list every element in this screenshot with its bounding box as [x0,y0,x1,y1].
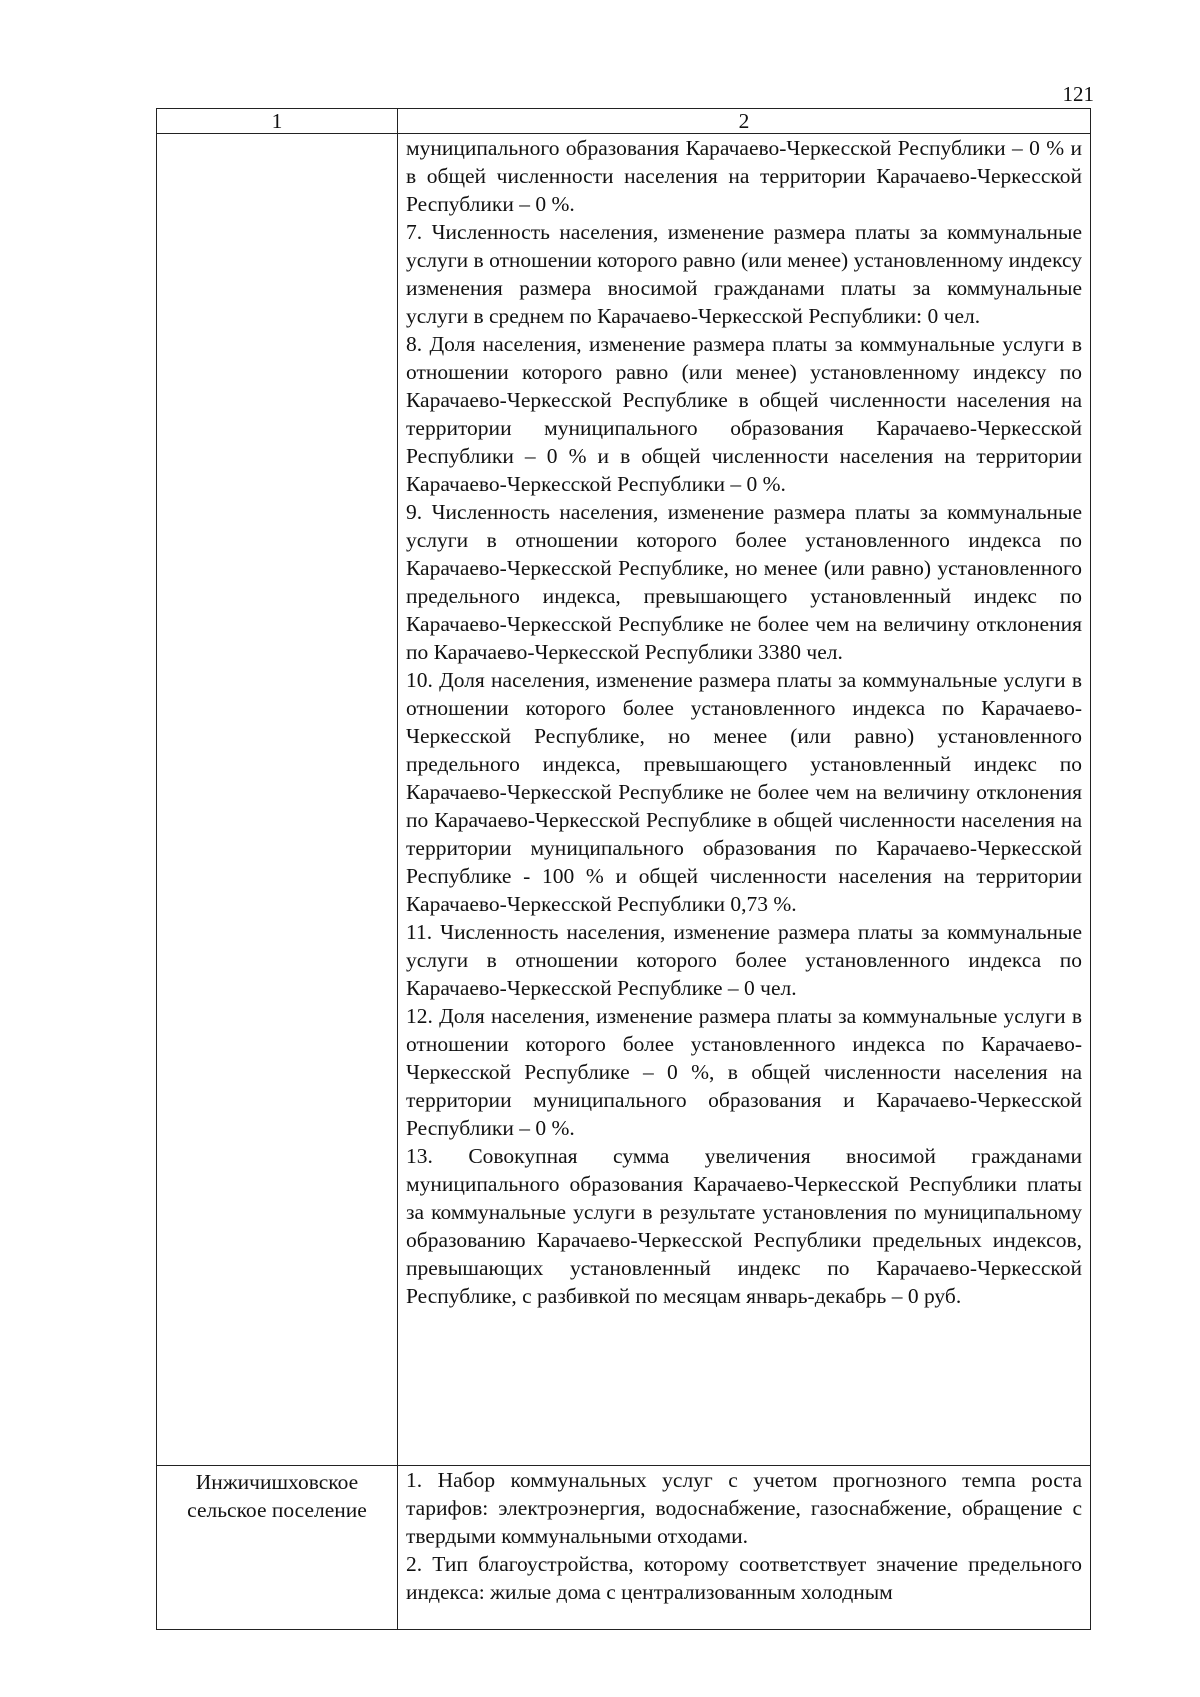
indicator-paragraph: 11. Численность населения, изменение размера платы за коммунальные услуги в отношении которого более установленного индекса по Карачаево-Черкесской Республике – 0 чел. [406,920,1082,1000]
indicators-cell [398,134,1091,1466]
indicator-paragraph: 2. Тип благоустройства, которому соответствует значение предельного индекса: жилые дома с централизованным холодным [406,1552,1082,1604]
indicator-paragraph: муниципального образования Карачаево-Черкесской Республики – 0 % и в общей численности населения на территории Карачаево-Черкесской Республики – 0 %. [406,136,1082,216]
municipality-cell: Инжичишховское сельское поселение [157,1466,398,1630]
table-row [157,1466,1091,1630]
indicator-paragraph: 12. Доля населения, изменение размера платы за коммунальные услуги в отношении которого более установленного индекса по Карачаево-Черкесской Республике – 0 %, в общей численности населения на территории муниципального образования и Карачаево-Черкесской Республики – 0 %. [406,1004,1082,1140]
indicator-paragraph: 9. Численность населения, изменение размера платы за коммунальные услуги в отношении которого более установленного индекса по Карачаево-Черкесской Республике, но менее (или равно) установленного предельного индекса, превышающего установленный индекс по Карачаево-Черкесской Республике не более чем на величину отклонения по Карачаево-Черкесской Республики 3380 чел. [406,500,1082,664]
table-row [157,134,1091,1466]
indicators-cell [398,1466,1091,1630]
indicator-paragraph: 1. Набор коммунальных услуг с учетом прогнозного темпа роста тарифов: электроэнергия, водоснабжение, газоснабжение, обращение с твердыми коммунальными отходами. [406,1468,1082,1548]
indicator-paragraph: 13. Совокупная сумма увеличения вносимой гражданами муниципального образования Карачаево-Черкесской Республики платы за коммунальные услуги в результате установления по муниципальному образованию Карачаево-Черкесской Республики предельных индексов, превышающих установленный индекс по Карачаево-Черкесской Республике, с разбивкой по месяцам январь-декабрь – 0 руб. [406,1144,1082,1308]
table-header-row [157,109,1091,134]
column-header-2: 2 [398,109,1091,134]
indicator-paragraph: 7. Численность населения, изменение размера платы за коммунальные услуги в отношении которого равно (или менее) установленному индексу изменения размера вносимой гражданами платы за коммунальные услуги в среднем по Карачаево-Черкесской Республики: 0 чел. [406,220,1082,328]
column-header-1: 1 [157,109,398,134]
indicator-paragraph: 10. Доля населения, изменение размера платы за коммунальные услуги в отношении которого более установленного индекса по Карачаево-Черкесской Республике, но менее (или равно) установленного предельного индекса, превышающего установленный индекс по Карачаево-Черкесской Республике не более чем на величину отклонения по Карачаево-Черкесской Республике в общей численности населения на территории муниципального образования по Карачаево-Черкесской Республике - 100 % и общей численности населения на территории Карачаево-Черкесской Республики 0,73 %. [406,668,1082,916]
document-table [156,108,1091,1630]
indicator-paragraph: 8. Доля населения, изменение размера платы за коммунальные услуги в отношении которого равно (или менее) установленному индексу по Карачаево-Черкесской Республике в общей численности населения на территории муниципального образования Карачаево-Черкесской Республики – 0 % и в общей численности населения на территории Карачаево-Черкесской Республики – 0 %. [406,332,1082,496]
municipality-cell [157,134,398,1466]
page-number: 121 [1062,82,1094,106]
